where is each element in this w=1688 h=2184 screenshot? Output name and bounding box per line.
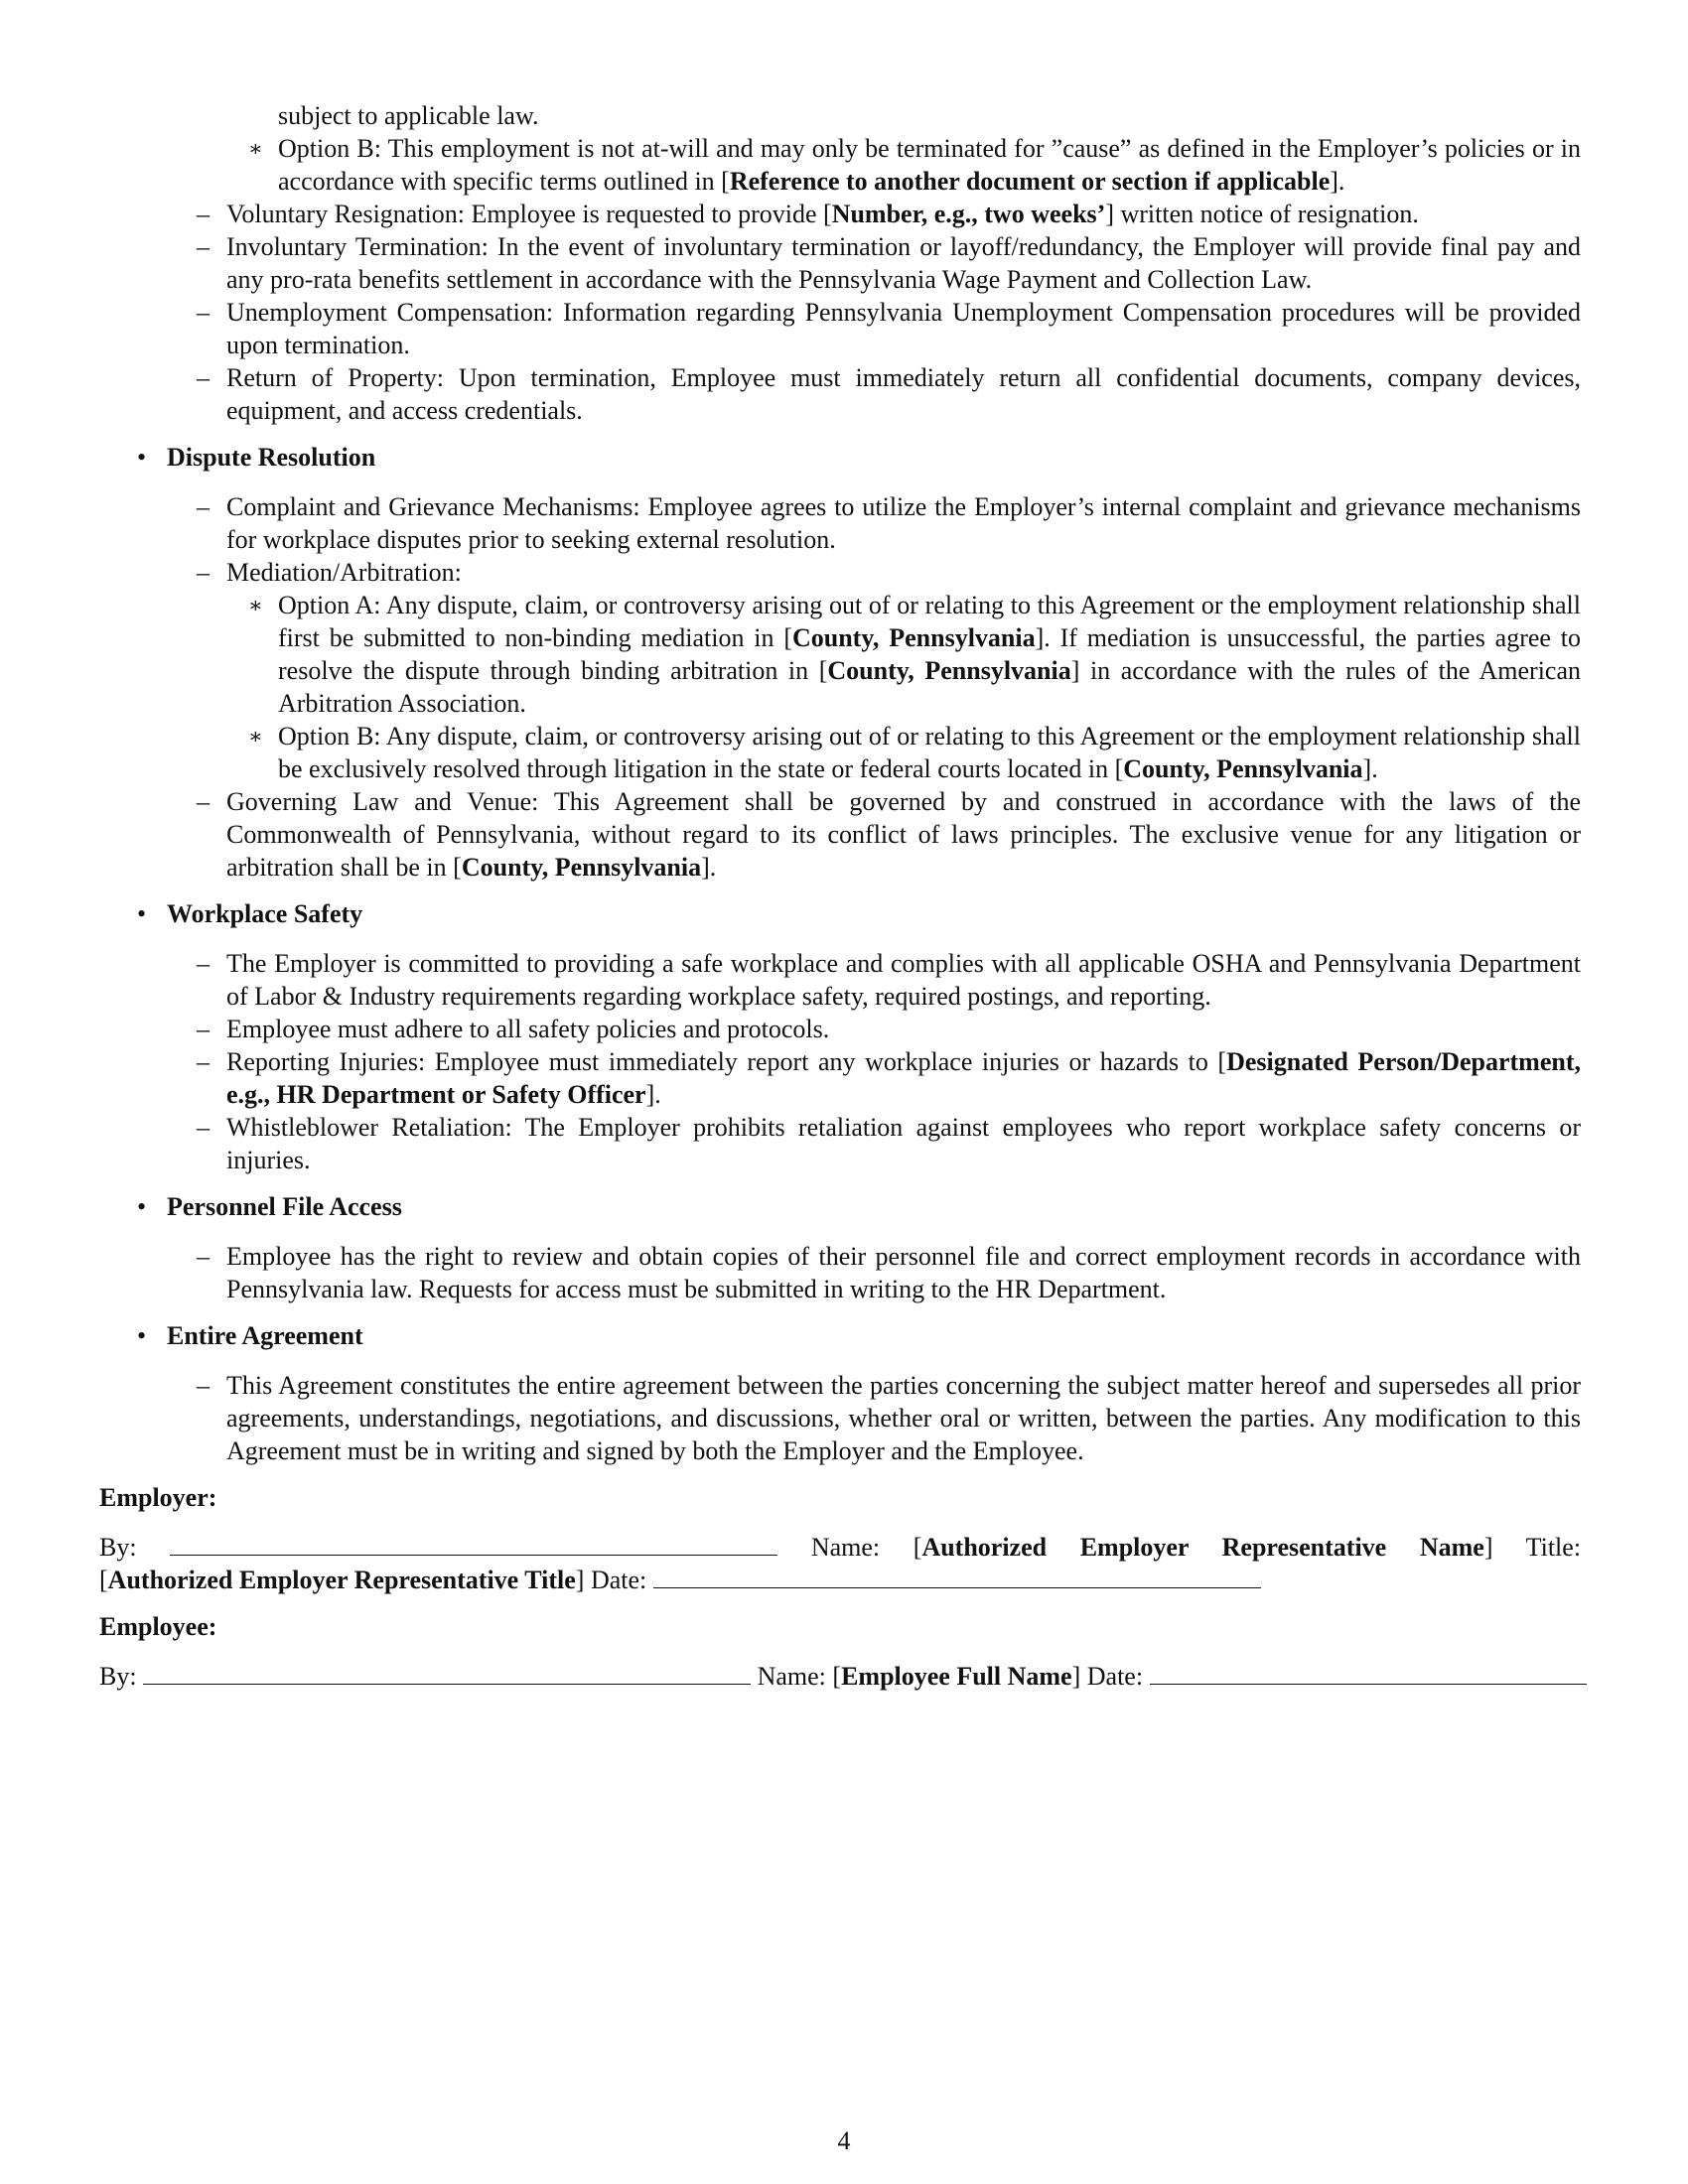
list-item-complaint: – Complaint and Grievance Mechanisms: Employee agrees to utilize the Employer’s internal complaint and grievance mechanisms for workplace disputes prior to seeking external resolution. xyxy=(197,492,1581,554)
employee-signature-heading: Employee: xyxy=(99,1612,217,1641)
document-page xyxy=(99,99,1581,1693)
star-bullet: ∗ xyxy=(248,724,263,749)
section-heading-entire-agreement: • Entire Agreement xyxy=(137,1321,363,1350)
dash-bullet: – xyxy=(197,1047,210,1076)
list-item-safety-adhere: – Employee must adhere to all safety policies and protocols. xyxy=(197,1015,830,1043)
list-item-involuntary-termination: – Involuntary Termination: In the event of involuntary termination or layoff/redundancy, the Employer will provide final pay and any pro-rata benefits settlement in accordance with the Pennsylvania Wage Payment and Collection Law. xyxy=(197,232,1581,294)
list-item-safety-commitment: – The Employer is committed to providing a safe workplace and complies with all applicable OSHA and Pennsylvania Department of Labor & Industry requirements regarding workplace safety, required postings, and reporting. xyxy=(197,949,1581,1011)
list-item-mediation: – Mediation/Arbitration: xyxy=(197,558,462,587)
list-item-governing-law: – Governing Law and Venue: This Agreement shall be governed by and construed in accordance with the laws of the Commonwealth of Pennsylvania, without regard to its conflict of laws principles. The exclusive venue for any litigation or arbitration shall be in [County, Pennsylvania]. xyxy=(197,787,1581,882)
employer-date-line[interactable] xyxy=(653,1564,1261,1588)
round-bullet: • xyxy=(137,1192,147,1221)
dash-bullet: – xyxy=(197,558,210,587)
round-bullet: • xyxy=(137,899,147,928)
dash-bullet: – xyxy=(197,232,210,261)
list-item-option-b-litigation: ∗ Option B: Any dispute, claim, or controversy arising out of or relating to this Agreement or the employment relationship shall be exclusively resolved through litigation in the state or federal courts located in [County, Pennsylvania]. xyxy=(248,722,1581,783)
dash-bullet: – xyxy=(197,492,210,521)
list-item-whistleblower: – Whistleblower Retaliation: The Employer prohibits retaliation against employees who report workplace safety concerns or injuries. xyxy=(197,1113,1581,1174)
employee-date-line[interactable] xyxy=(1150,1660,1587,1685)
list-item-option-a-mediation: ∗ Option A: Any dispute, claim, or controversy arising out of or relating to this Agreement or the employment relationship shall first be submitted to non-binding mediation in [County, Pennsylvania]. If mediation is unsuccessful, the parties agree to resolve the dispute through binding arbitration in [County, Pennsylvania] in accordance with the rules of the American Arbitration Association. xyxy=(248,591,1582,718)
section-heading-personnel: • Personnel File Access xyxy=(137,1192,402,1221)
section-heading-dispute: • Dispute Resolution xyxy=(137,443,376,472)
employee-signature-line[interactable] xyxy=(143,1660,751,1685)
continuation-text: subject to applicable law. xyxy=(278,101,539,130)
section-heading-safety: • Workplace Safety xyxy=(137,899,363,928)
page-number: 4 xyxy=(837,2126,851,2155)
employer-signature-heading: Employer: xyxy=(99,1483,217,1512)
list-item-voluntary-resignation: – Voluntary Resignation: Employee is requested to provide [Number, e.g., two weeks’] written notice of resignation. xyxy=(197,200,1419,228)
employer-signature-line[interactable] xyxy=(170,1531,777,1556)
list-item-unemployment: – Unemployment Compensation: Information regarding Pennsylvania Unemployment Compensation procedures will be provided upon termination. xyxy=(197,298,1581,359)
star-bullet: ∗ xyxy=(248,136,263,161)
dash-bullet: – xyxy=(197,363,210,392)
list-item-reporting-injuries: – Reporting Injuries: Employee must immediately report any workplace injuries or hazards to [Designated Person/Department, e.g., HR Department or Safety Officer]. xyxy=(197,1047,1581,1109)
employee-name-field: [Employee Full Name] xyxy=(832,1662,1081,1691)
employer-name-field: [Authorized Employer Representative Name] xyxy=(913,1533,1493,1562)
dash-bullet: – xyxy=(197,200,210,228)
employee-signature-block: By: Name: [Employee Full Name] Date: xyxy=(99,1660,1581,1693)
list-item-return-property: – Return of Property: Upon termination, Employee must immediately return all confidential documents, company devices, equipment, and access credentials. xyxy=(197,363,1581,425)
round-bullet: • xyxy=(137,443,147,472)
list-item-option-b-termination: ∗ Option B: This employment is not at-will and may only be terminated for ”cause” as defined in the Employer’s policies or in accordance with specific terms outlined in [Reference to another document or section if applicable]. xyxy=(248,134,1581,196)
round-bullet: • xyxy=(137,1321,147,1350)
employer-title-field: [Authorized Employer Representative Title] xyxy=(99,1566,585,1594)
dash-bullet: – xyxy=(197,1242,210,1271)
dash-bullet: – xyxy=(197,1371,210,1400)
list-item-personnel-file: – Employee has the right to review and obtain copies of their personnel file and correct employment records in accordance with Pennsylvania law. Requests for access must be submitted in writing to the HR Department. xyxy=(197,1242,1581,1303)
star-bullet: ∗ xyxy=(248,593,263,617)
dash-bullet: – xyxy=(197,1015,210,1043)
dash-bullet: – xyxy=(197,1113,210,1142)
dash-bullet: – xyxy=(197,298,210,327)
employer-signature-block: By: Name: [Authorized Employer Representative Name] Title: [Authorized Employer Representative Title] Date: xyxy=(99,1533,1582,1594)
dash-bullet: – xyxy=(197,949,210,978)
list-item-entire-agreement: – This Agreement constitutes the entire agreement between the parties concerning the subject matter hereof and supersedes all prior agreements, understandings, negotiations, and discussions, whether oral or written, between the parties. Any modification to this Agreement must be in writing and signed by both the Employer and the Employee. xyxy=(197,1371,1581,1465)
dash-bullet: – xyxy=(197,787,210,816)
